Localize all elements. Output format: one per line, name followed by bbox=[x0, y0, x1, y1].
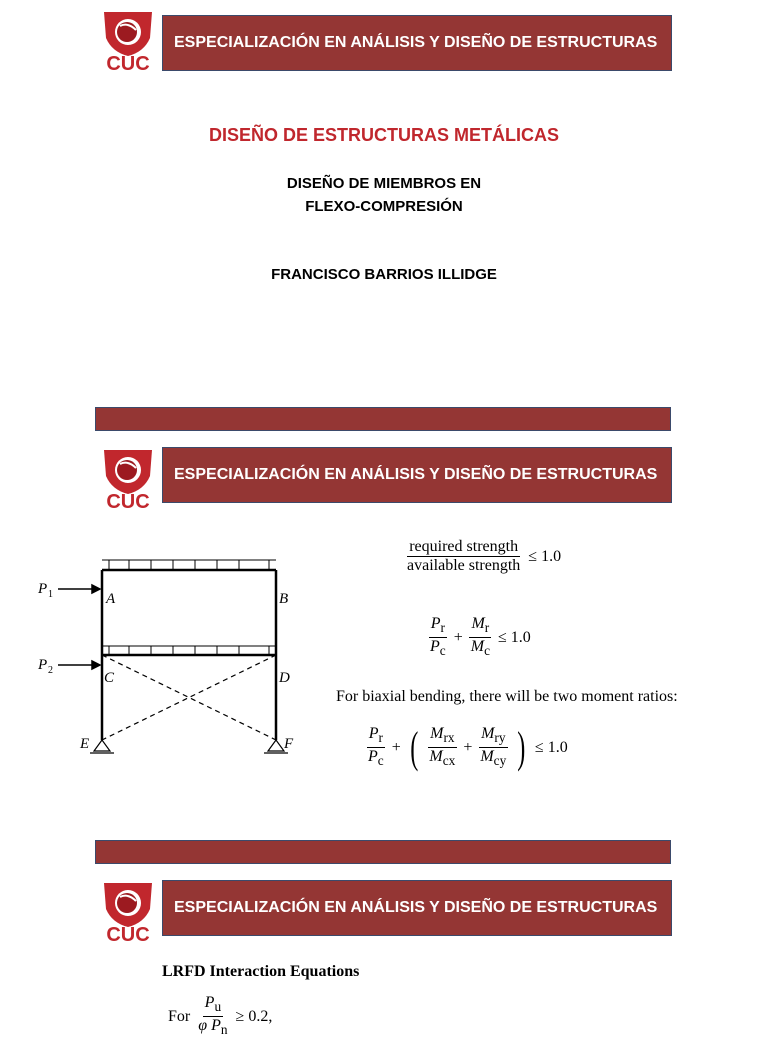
svg-text:CUC: CUC bbox=[106, 53, 150, 72]
svg-text:B: B bbox=[279, 591, 289, 607]
svg-text:2: 2 bbox=[48, 665, 53, 676]
slide1-subtitle-line2: FLEXO-COMPRESIÓN bbox=[305, 198, 463, 215]
lrfd-condition: For $\frac{P_u}{\varphi P_n}$ ≥ 0.2, bbox=[168, 994, 273, 1038]
svg-text:C: C bbox=[104, 670, 115, 686]
equation-biaxial: $\frac{P_r}{P_c}$ + ( $\frac{M_{rx}}{M_{cx}}$ + $\frac{M_{ry}}{M_{cy}}$ ) ≤ 1.0 bbox=[368, 722, 568, 772]
cuc-logo bbox=[94, 879, 162, 943]
equation-interaction: $\frac{P_r}{P_c}$ + $\frac{M_r}{M_c}$ ≤ 1.0 bbox=[430, 615, 531, 659]
header-title: ESPECIALIZACIÓN EN ANÁLISIS Y DISEÑO DE ESTRUCTURAS bbox=[174, 899, 658, 916]
header-title-bar bbox=[162, 880, 672, 936]
svg-text:P: P bbox=[38, 657, 48, 673]
svg-text:CUC: CUC bbox=[106, 491, 150, 510]
cuc-logo bbox=[94, 8, 162, 72]
svg-text:CUC: CUC bbox=[106, 924, 150, 943]
slide-3 bbox=[0, 874, 768, 1038]
slide-divider bbox=[95, 407, 671, 431]
svg-text:F: F bbox=[284, 736, 294, 752]
svg-text:E: E bbox=[80, 736, 90, 752]
header-title-bar bbox=[162, 15, 672, 71]
svg-text:1: 1 bbox=[48, 589, 53, 600]
svg-text:A: A bbox=[106, 591, 116, 607]
slide-divider bbox=[95, 840, 671, 864]
header-title: ESPECIALIZACIÓN EN ANÁLISIS Y DISEÑO DE ESTRUCTURAS bbox=[174, 466, 658, 483]
cuc-logo bbox=[94, 446, 162, 510]
slide1-subtitle-line1: DISEÑO DE MIEMBROS EN bbox=[286, 175, 482, 192]
biaxial-bending-text: For biaxial bending, there will be two moment ratios: bbox=[336, 688, 678, 705]
equation-strength-ratio: $\frac{\text{required strength}}{\text{available strength}}$ ≤ 1.0 bbox=[407, 538, 562, 574]
header-title-bar bbox=[162, 447, 672, 503]
slide1-title: DISEÑO DE ESTRUCTURAS METÁLICAS bbox=[208, 125, 559, 145]
header-title: ESPECIALIZACIÓN EN ANÁLISIS Y DISEÑO DE ESTRUCTURAS bbox=[174, 34, 658, 51]
slide-1 bbox=[0, 0, 768, 440]
svg-text:P: P bbox=[38, 581, 48, 597]
frame-diagram bbox=[24, 535, 324, 775]
slide-2 bbox=[0, 440, 768, 874]
slide1-author: FRANCISCO BARRIOS ILLIDGE bbox=[271, 266, 497, 283]
svg-text:D: D bbox=[279, 670, 290, 686]
lrfd-heading: LRFD Interaction Equations bbox=[162, 963, 360, 980]
